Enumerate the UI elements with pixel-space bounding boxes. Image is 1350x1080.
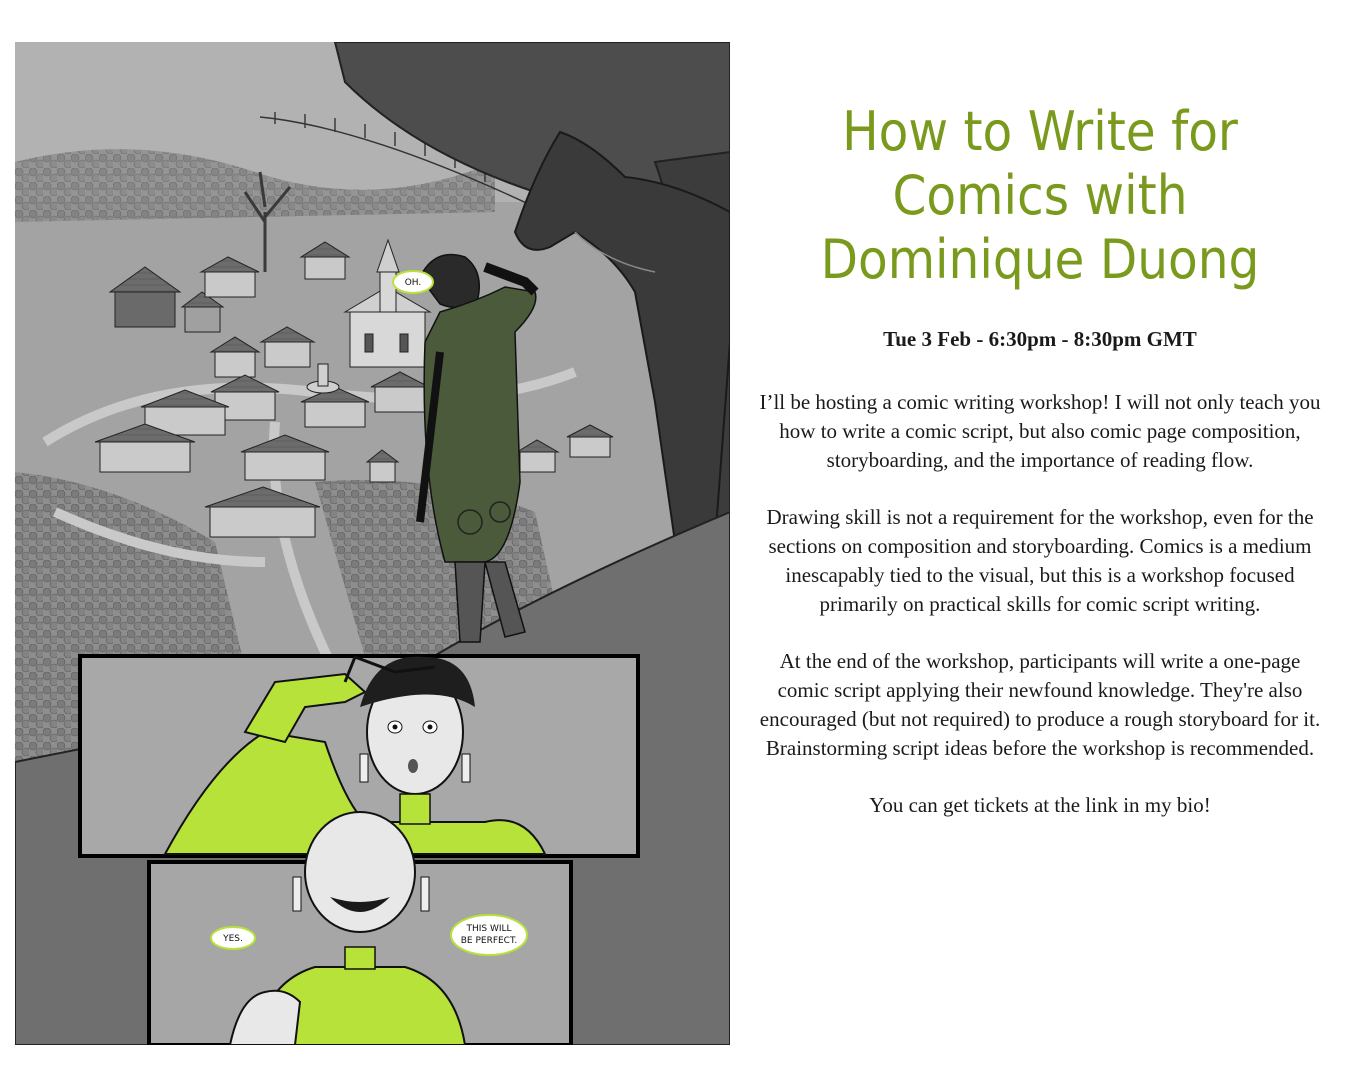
bubble-oh-text: OH. (404, 278, 422, 288)
event-paragraph-drawing: Drawing skill is not a requirement for the workshop, even for the sections on composition and storyboarding. Comics is a medium inescapably tied to the visual, but this is a workshop focused primarily on practical skills for comic script writing. (766, 505, 1314, 616)
event-datetime: Tue 3 Feb - 6:30pm - 8:30pm GMT (883, 327, 1197, 351)
speech-bubble-yes (211, 927, 255, 949)
speech-bubble-oh (393, 271, 433, 293)
event-title: How to Write for Comics with Dominique Duong (820, 100, 1260, 291)
bubble-yes-text: YES. (223, 934, 243, 944)
event-description (755, 100, 1325, 820)
speech-bubble-perfect (451, 915, 527, 955)
bubble-perfect-line1: THIS WILL (466, 924, 512, 934)
event-paragraph-tickets: You can get tickets at the link in my bio! (869, 793, 1211, 817)
event-paragraph-intro: I’ll be hosting a comic writing workshop! I will not only teach you how to write a comic script, but also comic page composition, storyboarding, and the importance of reading flow. (759, 390, 1321, 472)
bubble-perfect-line2: BE PERFECT. (460, 936, 518, 946)
comic-page (15, 42, 730, 1045)
comic-illustration (15, 42, 730, 1045)
event-paragraph-outcome: At the end of the workshop, participants will write a one-page comic script applying their newfound knowledge. They're also encouraged (but not required) to produce a rough storyboard for it. Brainstorming script ideas before the workshop is recommended. (759, 649, 1321, 760)
